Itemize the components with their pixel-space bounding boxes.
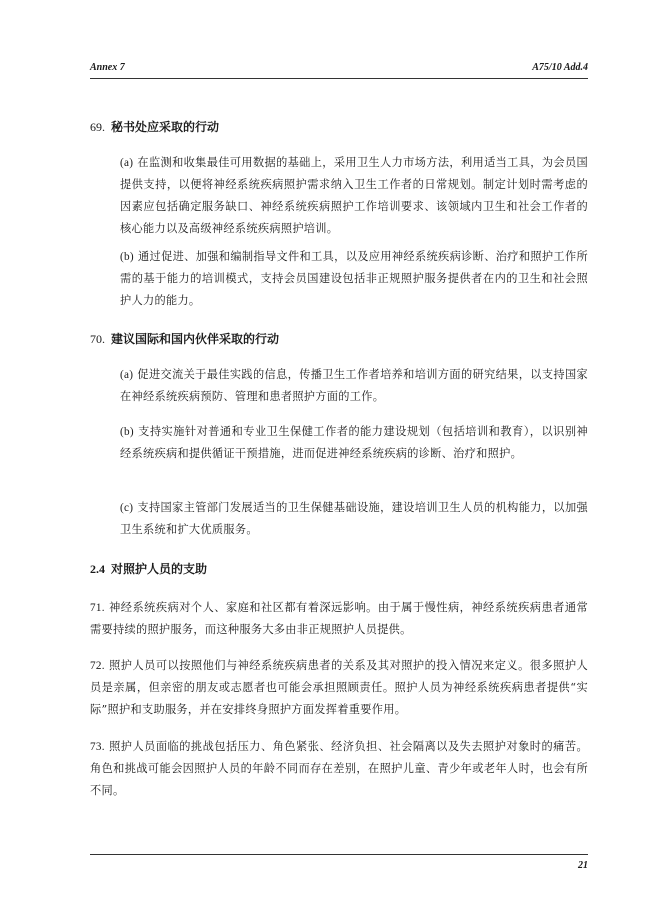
footer-divider (90, 854, 588, 855)
section-70-title: 建议国际和国内伙伴采取的行动 (111, 332, 280, 346)
section-69-heading (90, 118, 219, 135)
header-divider (90, 78, 588, 79)
paragraph-text: 照护人员可以按照他们与神经系统疾病患者的关系及其对照护的投入情况来定义。很多照护人员是亲属，但亲密的朋友或志愿者也可能会承担照顾责任。照护人员为神经系统疾病患者提供“实际”照护和支助服务，并在安排终身照护方面发挥着重要作用。 (90, 659, 588, 716)
item-label: (a) (120, 369, 134, 381)
item-label: (a) (120, 157, 134, 169)
item-label: (c) (120, 502, 134, 514)
section-69-item-b (120, 246, 588, 312)
paragraph-73 (90, 736, 588, 802)
paragraph-text: 神经系统疾病对个人、家庭和社区都有着深远影响。由于属于慢性病，神经系统疾病患者通常需要持续的照护服务，而这种服务大多由非正规照护人员提供。 (90, 601, 588, 636)
header-document-symbol: A75/10 Add.4 (532, 62, 588, 73)
section-69-title: 秘书处应采取的行动 (111, 120, 220, 134)
item-label: (b) (120, 251, 134, 263)
item-text: 支持实施针对普通和专业卫生保健工作者的能力建设规划（包括培训和教育），以识别神经系统疾病和提供循证干预措施，进而促进神经系统疾病的诊断、治疗和照护。 (120, 425, 588, 460)
section-70-item-b (120, 421, 588, 465)
section-69-number: 69. (90, 120, 105, 134)
item-text: 通过促进、加强和编制指导文件和工具，以及应用神经系统疾病诊断、治疗和照护工作所需的基于能力的培训模式，支持会员国建设包括非正规照护服务提供者在内的卫生和社会照护人力的能力。 (120, 250, 588, 307)
item-label: (b) (120, 426, 134, 438)
section-70-item-c (120, 497, 588, 541)
section-70-heading (90, 330, 279, 347)
section-2-4-heading (90, 560, 207, 577)
header-annex-label: Annex 7 (90, 62, 125, 73)
paragraph-text: 照护人员面临的挑战包括压力、角色紧张、经济负担、社会隔离以及失去照护对象时的痛苦。角色和挑战可能会因照护人员的年龄不同而存在差别，在照护儿童、青少年或老年人时，也会有所不同。 (90, 740, 588, 797)
section-70-item-a (120, 364, 588, 408)
paragraph-number: 71. (90, 602, 105, 614)
section-69-item-a (120, 152, 588, 240)
section-2-4-title: 对照护人员的支助 (111, 562, 208, 576)
section-70-number: 70. (90, 332, 105, 346)
paragraph-71 (90, 597, 588, 641)
paragraph-72 (90, 655, 588, 721)
page-header (90, 62, 588, 76)
section-2-4-number: 2.4 (90, 562, 105, 576)
item-text: 在监测和收集最佳可用数据的基础上，采用卫生人力市场方法，利用适当工具，为会员国提供支持，以便将神经系统疾病照护需求纳入卫生工作者的日常规划。制定计划时需考虑的因素应包括确定服务缺口、神经系统疾病照护工作培训要求、该领域内卫生和社会工作者的核心能力以及高级神经系统疾病照护培训。 (120, 156, 588, 235)
item-text: 促进交流关于最佳实践的信息，传播卫生工作者培养和培训方面的研究结果，以支持国家在神经系统疾病预防、管理和患者照护方面的工作。 (120, 368, 588, 403)
item-text: 支持国家主管部门发展适当的卫生保健基础设施，建设培训卫生人员的机构能力，以加强卫生系统和扩大优质服务。 (120, 501, 588, 536)
page-number: 21 (578, 860, 588, 871)
paragraph-number: 73. (90, 741, 105, 753)
paragraph-number: 72. (90, 660, 105, 672)
